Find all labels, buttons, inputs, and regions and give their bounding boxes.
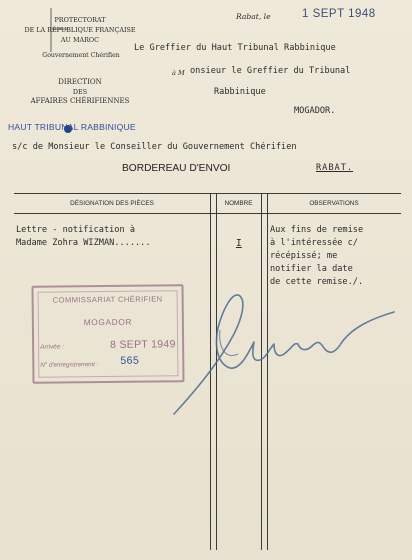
stamp-commissariat: COMMISSARIAT CHÉRIFIEN bbox=[52, 294, 163, 305]
handwritten-signature bbox=[160, 282, 400, 422]
recipient-line-1: onsieur le Greffier du Tribunal bbox=[190, 66, 351, 76]
observation-line-5: de cette remise./. bbox=[270, 277, 364, 287]
header-designation: DÉSIGNATION DES PIÈCES bbox=[70, 200, 154, 207]
letterhead-des: DES bbox=[72, 88, 88, 96]
recipient-line-2: Rabbinique bbox=[214, 87, 266, 97]
header-nombre: NOMBRE bbox=[224, 200, 253, 207]
haut-tribunal-stamp: HAUT TRIBUNAL RABBINIQUE bbox=[8, 122, 136, 132]
date-prefix: Rabat, le bbox=[236, 12, 271, 21]
observation-line-1: Aux fins de remise bbox=[270, 225, 364, 235]
letterhead-direction: DIRECTION bbox=[58, 78, 102, 86]
via-line: s/c de Monsieur le Conseiller du Gouvernement Chérifien bbox=[12, 142, 297, 152]
header-observations: OBSERVATIONS bbox=[309, 200, 359, 207]
bordereau-title: BORDEREAU D'ENVOI bbox=[122, 163, 231, 174]
observation-line-4: notifier la date bbox=[270, 264, 353, 274]
stamp-registration-label: N° d'enregistrement : bbox=[40, 361, 99, 369]
designation-line-1: Lettre - notification à bbox=[16, 225, 135, 235]
observation-line-2: à l'intéressée c/ bbox=[270, 238, 358, 248]
stamp-arrival-date: 8 SEPT 1949 bbox=[110, 338, 176, 351]
letterhead-au-maroc: AU MAROC bbox=[60, 36, 100, 44]
recipient-line-3: MOGADOR. bbox=[294, 106, 336, 116]
stamp-mogador: MOGADOR bbox=[83, 316, 133, 328]
date-stamp: 1 SEPT 1948 bbox=[302, 8, 376, 20]
stamp-arrival-label: Arrivée : bbox=[40, 343, 64, 351]
designation-line-2: Madame Zohra WIZMAN....... bbox=[16, 238, 151, 248]
stamp-registration-number: 565 bbox=[120, 354, 140, 367]
letterhead-protectorat: PROTECTORAT bbox=[54, 16, 106, 24]
letterhead-republique: DE LA RÉPUBLIQUE FRANÇAISE bbox=[24, 26, 136, 34]
letterhead-affaires: AFFAIRES CHÉRIFIENNES bbox=[30, 97, 130, 105]
letterhead-gouvernement: Gouvernement Chérifien bbox=[42, 52, 120, 59]
observation-line-3: récépissé; me bbox=[270, 251, 338, 261]
recipient-prefix: à M bbox=[172, 69, 185, 77]
bordereau-place: RABAT. bbox=[316, 163, 354, 173]
sender-line: Le Greffier du Haut Tribunal Rabbinique bbox=[134, 43, 336, 53]
count-value: I bbox=[236, 238, 242, 249]
